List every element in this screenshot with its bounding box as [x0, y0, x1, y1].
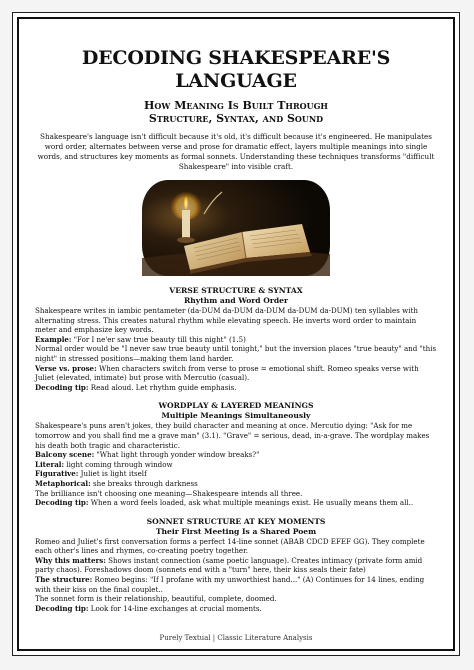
balcony-scene [35, 450, 437, 460]
verse-paragraph-2: Normal order would be "I never saw true beauty until tonight," but the inversion places "true beauty" and "this night" in stressed positions—making them land harder. [35, 344, 437, 363]
candle-book-illustration [142, 180, 330, 276]
wordplay-tip-label: Decoding tip: [35, 498, 89, 508]
page-content [19, 47, 453, 613]
why-this-matters [35, 556, 437, 575]
wordplay-paragraph-2: The brilliance isn't choosing one meaning—Shakespeare intends all three. [35, 488, 303, 498]
verse-tip-label: Decoding tip: [35, 382, 89, 392]
figurative-label: Figurative: [35, 469, 79, 479]
sonnet-decoding-tip [35, 604, 437, 614]
why-text: Shows instant connection (same poetic language). Creates intimacy (private form amid party chaos). Foreshadows doom (sonnets end with a "turn" here, their kiss seals their fate) [35, 555, 423, 575]
verse-section-heading: VERSE STRUCTURE & SYNTAX [169, 286, 303, 295]
verse-vs-prose [35, 364, 437, 383]
verse-vs-prose-text: When characters switch from verse to prose = emotional shift. Romeo speaks verse with Juliet (elevated, intimate) but prose with Mercutio (casual). [35, 363, 419, 383]
verse-section-subheading: Rhythm and Word Order [183, 296, 289, 305]
verse-example [35, 335, 437, 345]
metaphorical-meaning [35, 479, 437, 489]
title-line-2: LANGUAGE [175, 70, 297, 92]
literal-label: Literal: [35, 459, 65, 469]
structure-text: Romeo begins: "If I profane with my unworthiest hand..." (A) Continues for 14 lines, ending with their kiss on the final couplet.. [35, 575, 425, 594]
sonnet-section-heading: SONNET STRUCTURE AT KEY MOMENTS [146, 516, 326, 526]
balcony-text: "What light through yonder window breaks?" [94, 450, 260, 460]
page-border [17, 17, 455, 651]
sonnet-tip-label: Decoding tip: [35, 603, 89, 613]
wordplay-paragraph-1: Shakespeare's puns aren't jokes, they build character and meaning at once. Mercutio dying: "Ask for me tomorrow and you shall find me a grave man" (3.1). "Grave" = serious, dead, in-a-grave. The wordplay makes his death both tragic and characteristic. [35, 421, 430, 450]
intro-paragraph: Shakespeare's language isn't difficult because it's old, it's difficult because it's engineered. He manipulates word order, alternates between verse and prose for dramatic effect, layers multiple meanings into single words, and structures key moments as formal sonnets. Understanding these techniques transforms "difficult Shakespeare" into visible craft. [37, 132, 435, 171]
candle-book-image [142, 180, 330, 276]
figurative-meaning [35, 469, 437, 479]
verse-tip-text: Read aloud. Let rhythm guide emphasis. [88, 382, 237, 392]
structure-label: The structure: [35, 575, 93, 585]
subtitle-line-1: How Meaning Is Built Through [144, 99, 328, 112]
why-label: Why this matters: [35, 555, 106, 565]
worksheet-page [12, 12, 460, 656]
literal-meaning [35, 460, 437, 470]
page-subtitle [35, 99, 437, 125]
wordplay-section-heading: WORDPLAY & LAYERED MEANINGS [158, 401, 314, 411]
metaphorical-text: she breaks through darkness [90, 478, 198, 488]
figurative-text: Juliet is light itself [78, 469, 147, 479]
verse-vs-prose-label: Verse vs. prose: [35, 363, 97, 373]
sonnet-tip-text: Look for 14-line exchanges at crucial moments. [88, 603, 262, 613]
verse-decoding-tip [35, 383, 437, 393]
example-label: Example: [35, 334, 72, 344]
balcony-label: Balcony scene: [35, 450, 95, 460]
sonnet-section-subheading: Their First Meeting Is a Shared Poem [155, 526, 317, 536]
page-footer: Purely Textual | Classic Literature Analysis [159, 634, 313, 642]
example-text: "For I ne'er saw true beauty till this night" (1.5) [71, 334, 246, 344]
page-title [35, 47, 437, 93]
wordplay-section-subheading: Multiple Meanings Simultaneously [161, 411, 311, 421]
wordplay-tip-text: When a word feels loaded, ask what multiple meanings exist. He usually means them all.. [88, 498, 414, 508]
metaphorical-label: Metaphorical: [35, 478, 91, 488]
wordplay-decoding-tip [35, 498, 437, 508]
verse-paragraph-1: Shakespeare writes in iambic pentameter (da-DUM da-DUM da-DUM da-DUM da-DUM) ten syllables with alternating stress. This creates natural rhythm while elevating speech. He inverts word order to maintain meter and emphasize key words. [35, 306, 418, 335]
literal-text: light coming through window [64, 459, 173, 469]
sonnet-paragraph-1: Romeo and Juliet's first conversation forms a perfect 14-line sonnet (ABAB CDCD EFEF GG). They complete each other's lines and rhymes, co-creating poetry together. [35, 536, 425, 556]
sonnet-paragraph-2: The sonnet form is their relationship, beautiful, complete, doomed. [35, 594, 277, 604]
subtitle-line-2: Structure, Syntax, and Sound [148, 112, 324, 125]
title-line-1: DECODING SHAKESPEARE'S [81, 47, 391, 69]
sonnet-structure [35, 575, 437, 594]
